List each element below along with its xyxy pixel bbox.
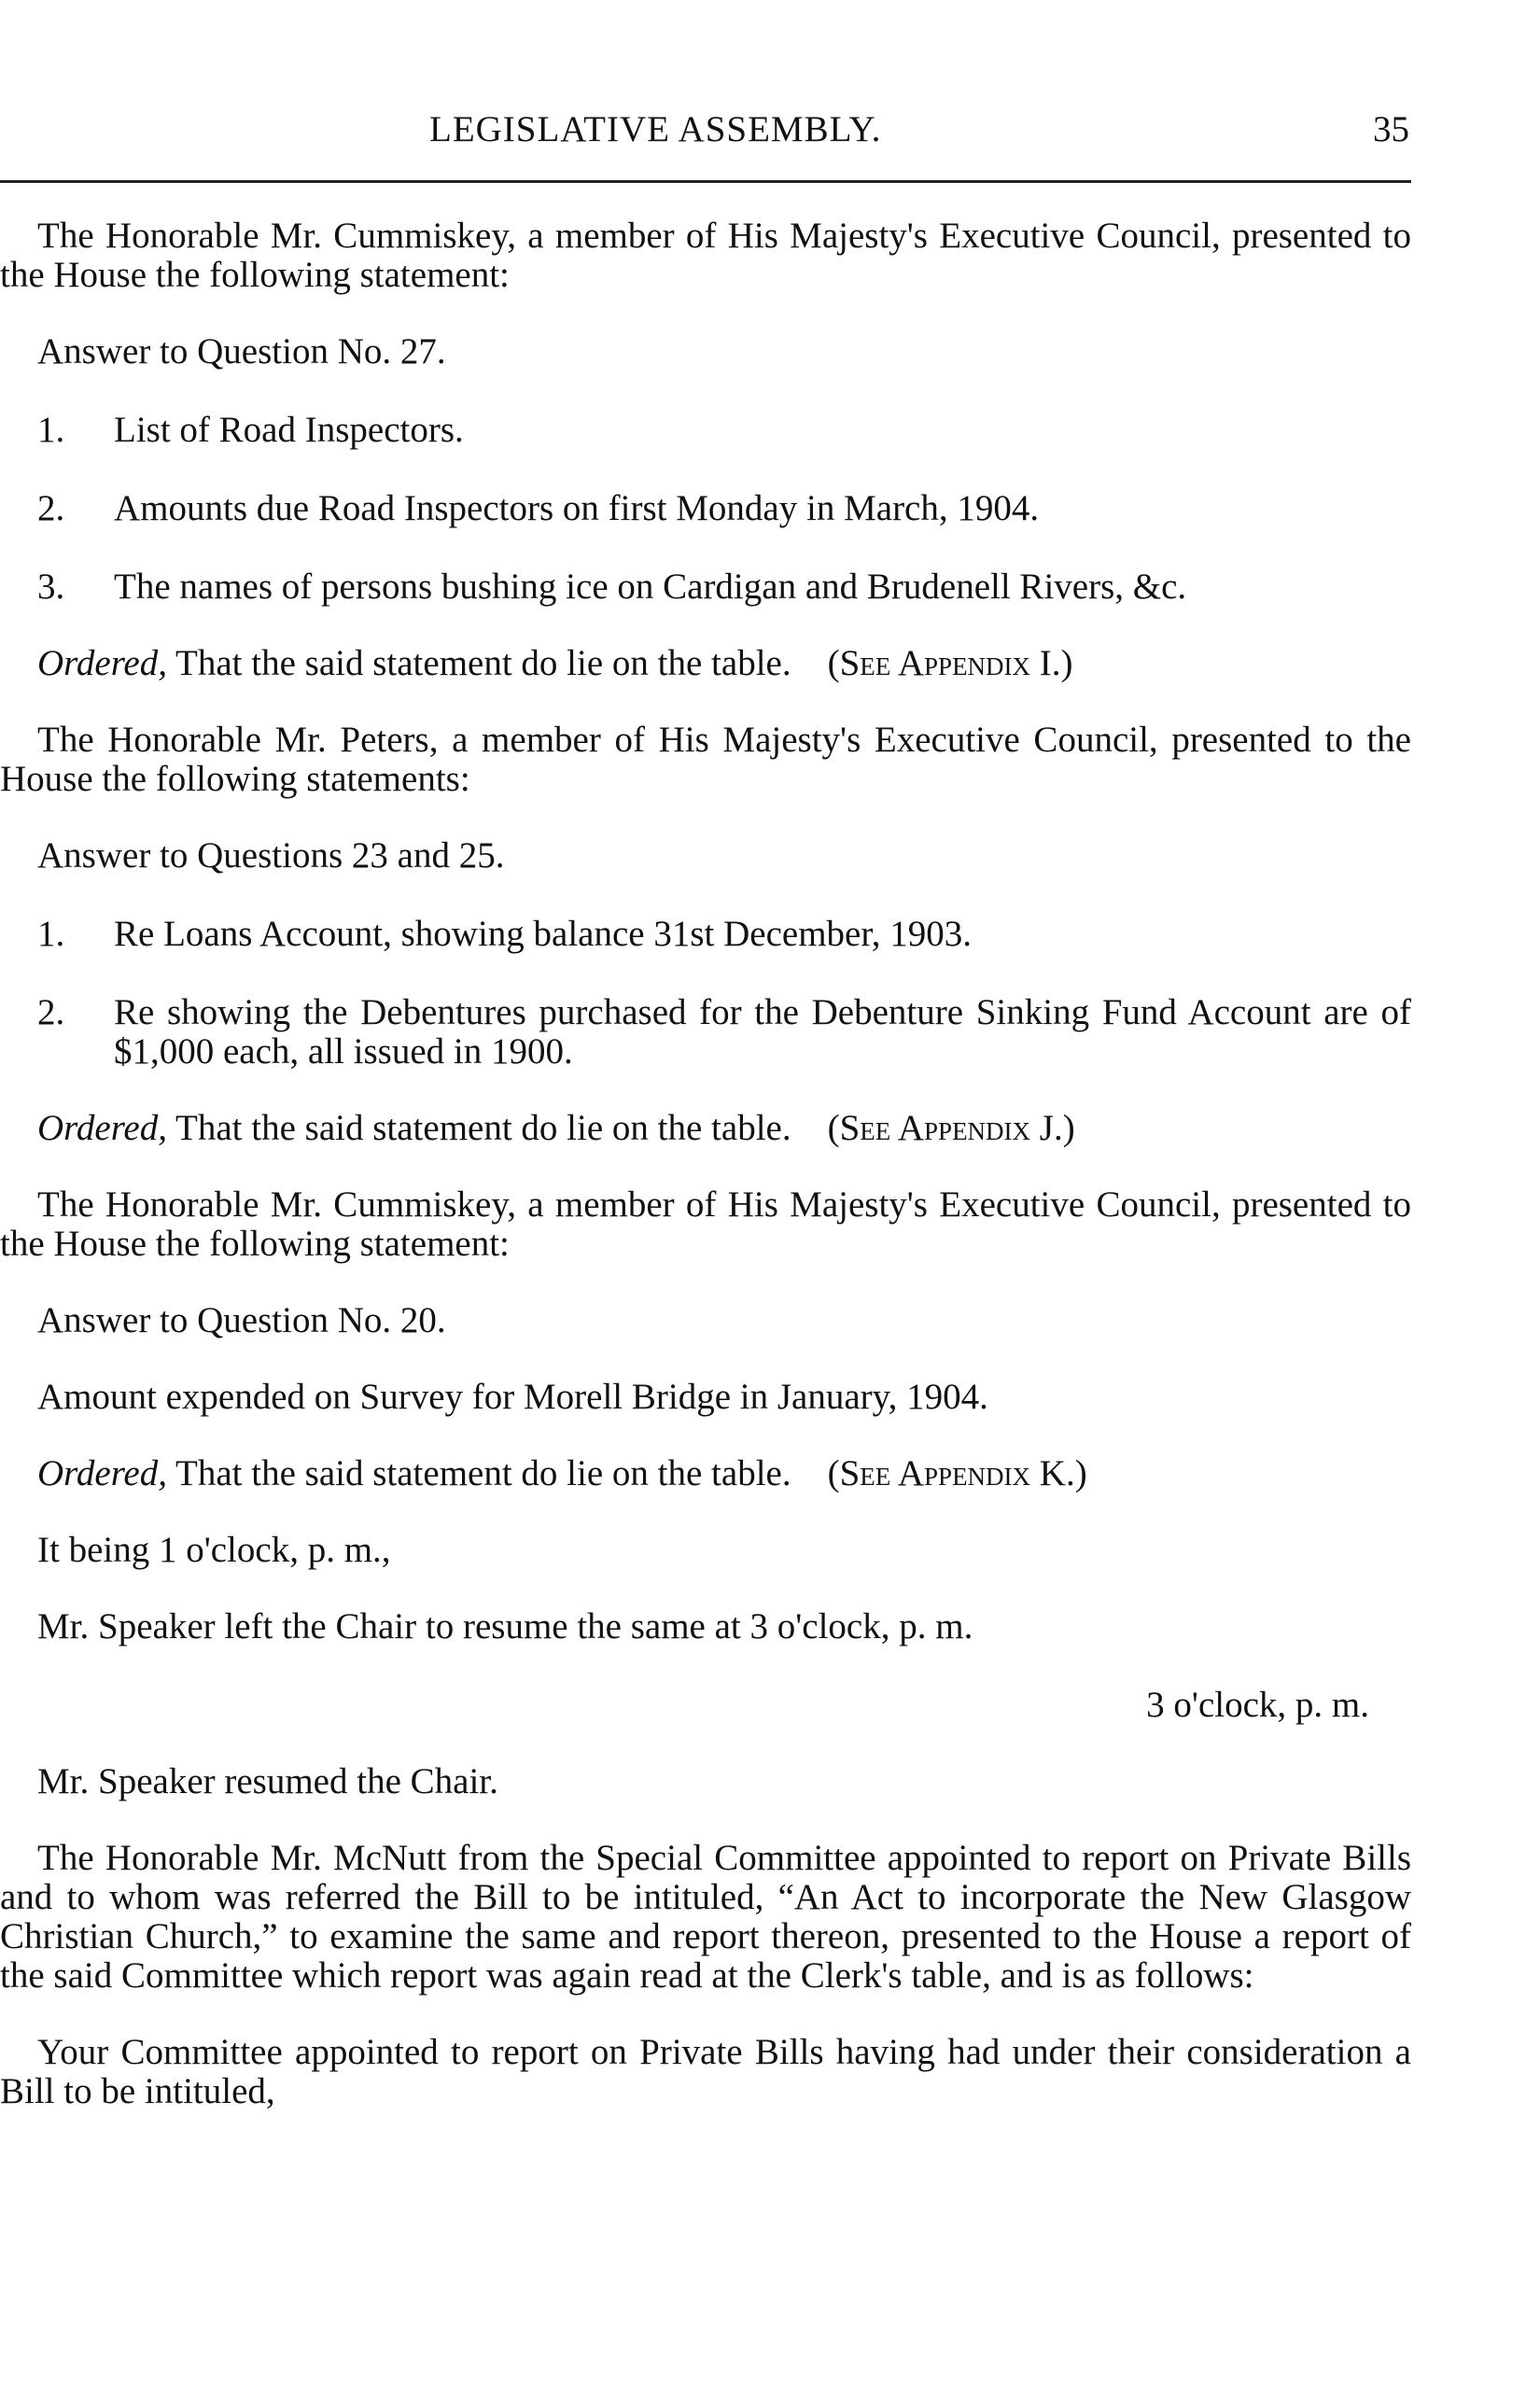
- committee-report-intro: The Honorable Mr. McNutt from the Special Committee appointed to report on Private Bills and to whom was referred the Bill to be intituled, “An Act to incorporate the New Glasgow Christian Church,” to examine the same and report thereon, presented to the House a report of the said Committee which report was again read at the Clerk's table, and is as follows:: [0, 1838, 1411, 1996]
- ordered-line: [0, 1454, 1411, 1493]
- appendix-reference: (See Appendix J.): [827, 1108, 1075, 1148]
- list-item-number: 2.: [37, 488, 65, 528]
- ordered-text: That the said statement do lie on the table.: [167, 643, 791, 683]
- time-heading: 3 o'clock, p. m.: [1146, 1685, 1369, 1725]
- page-body: [0, 217, 1411, 2111]
- answer-question-27: Answer to Question No. 27.: [37, 331, 446, 371]
- list-item-text: Re showing the Debentures purchased for the Debenture Sinking Fund Account are of $1,000 each, all issued in 1900.: [114, 992, 1411, 1072]
- appendix-reference: (See Appendix K.): [827, 1453, 1087, 1493]
- appendix-reference: (See Appendix I.): [827, 643, 1073, 683]
- ordered-text: That the said statement do lie on the table.: [167, 1108, 791, 1148]
- list-item: [0, 489, 1411, 528]
- statement-line: Amount expended on Survey for Morell Bridge in January, 1904.: [37, 1377, 988, 1417]
- ordered-line: [0, 644, 1411, 683]
- header-rule: [0, 180, 1411, 183]
- list-item-text: List of Road Inspectors.: [114, 410, 464, 450]
- page-number: 35: [1373, 109, 1409, 149]
- page-header: [0, 110, 1409, 153]
- ordered-word: Ordered,: [37, 643, 167, 683]
- list-item: [0, 993, 1411, 1072]
- list-item-text: Re Loans Account, showing balance 31st December, 1903.: [114, 914, 973, 954]
- statement-intro-peters: The Honorable Mr. Peters, a member of His Majesty's Executive Council, presented to the House the following statements:: [0, 720, 1411, 799]
- answer-question-20: Answer to Question No. 20.: [37, 1300, 446, 1340]
- statement-intro-cummiskey-2: The Honorable Mr. Cummiskey, a member of His Majesty's Executive Council, presented to the House the following statement:: [0, 1184, 1411, 1264]
- list-item: [0, 411, 1411, 450]
- list-item-number: 2.: [37, 992, 65, 1032]
- list-item-text: The names of persons bushing ice on Cardigan and Brudenell Rivers, &c.: [114, 567, 1187, 607]
- ordered-line: [0, 1109, 1411, 1148]
- ordered-text: That the said statement do lie on the table.: [167, 1453, 791, 1493]
- ordered-word: Ordered,: [37, 1453, 167, 1493]
- recess-time-line: It being 1 o'clock, p. m.,: [37, 1530, 391, 1570]
- ordered-word: Ordered,: [37, 1108, 167, 1148]
- speaker-resumed-line: Mr. Speaker resumed the Chair.: [37, 1761, 498, 1801]
- list-item: [0, 567, 1411, 607]
- list-item: [0, 915, 1411, 954]
- list-item-number: 1.: [37, 914, 65, 954]
- list-item-number: 1.: [37, 410, 65, 450]
- committee-report-text: Your Committee appointed to report on Private Bills having had under their consideration a Bill to be intituled,: [0, 2032, 1411, 2111]
- answer-questions-23-25: Answer to Questions 23 and 25.: [37, 835, 505, 876]
- speaker-left-line: Mr. Speaker left the Chair to resume the same at 3 o'clock, p. m.: [37, 1606, 973, 1646]
- statement-intro-cummiskey-1: The Honorable Mr. Cummiskey, a member of His Majesty's Executive Council, presented to the House the following statement:: [0, 216, 1411, 295]
- running-head: LEGISLATIVE ASSEMBLY.: [429, 109, 882, 149]
- list-item-text: Amounts due Road Inspectors on first Monday in March, 1904.: [114, 488, 1040, 528]
- list-item-number: 3.: [37, 567, 65, 607]
